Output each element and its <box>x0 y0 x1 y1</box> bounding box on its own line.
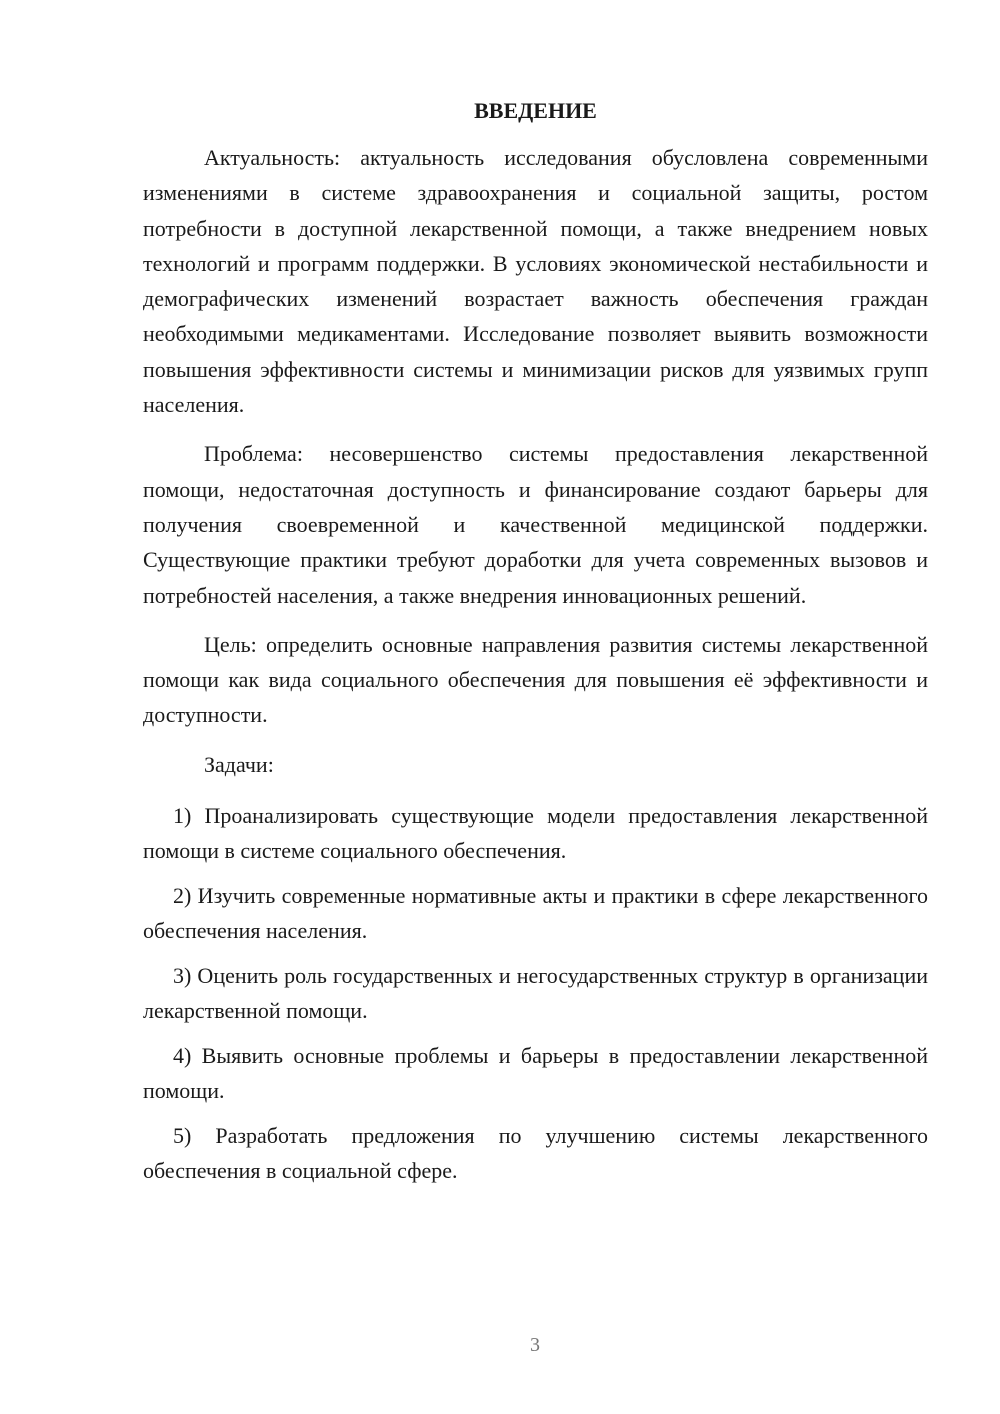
page-number: 3 <box>530 1334 540 1356</box>
tasks-label: Задачи: <box>204 751 274 777</box>
paragraph-relevance: Актуальность: актуальность исследования обусловлена современными изменениями в системе здравоохранения и социальной защиты, ростом потребности в доступной лекарственной помощи, а также внедрением новых технологий и программ поддержки. В условиях экономической нестабильности и демографических изменений возрастает важность обеспечения граждан необходимыми медикаментами. Исследование позволяет выявить возможности повышения эффективности системы и минимизации рисков для уязвимых групп населения. <box>143 145 928 418</box>
document-body <box>143 96 928 1198</box>
task-item-4: 4) Выявить основные проблемы и барьеры в предоставлении лекарственной помощи. <box>143 1043 928 1104</box>
section-title: ВВЕДЕНИЕ <box>474 98 597 123</box>
paragraph-goal: Цель: определить основные направления развития системы лекарственной помощи как вида социального обеспечения для повышения её эффективности и доступности. <box>143 631 928 728</box>
paragraph-problem: Проблема: несовершенство системы предоставления лекарственной помощи, недостаточная доступность и финансирование создают барьеры для получения своевременной и качественной медицинской поддержки. Существующие практики требуют доработки для учета современных вызовов и потребностей населения, а также внедрения инновационных решений. <box>143 441 928 608</box>
task-item-3: 3) Оценить роль государственных и негосударственных структур в организации лекарственной помощи. <box>143 963 928 1024</box>
task-item-5: 5) Разработать предложения по улучшению системы лекарственного обеспечения в социальной сфере. <box>143 1123 928 1184</box>
task-item-1: 1) Проанализировать существующие модели предоставления лекарственной помощи в системе социального обеспечения. <box>143 803 928 864</box>
task-item-2: 2) Изучить современные нормативные акты и практики в сфере лекарственного обеспечения населения. <box>143 883 928 944</box>
